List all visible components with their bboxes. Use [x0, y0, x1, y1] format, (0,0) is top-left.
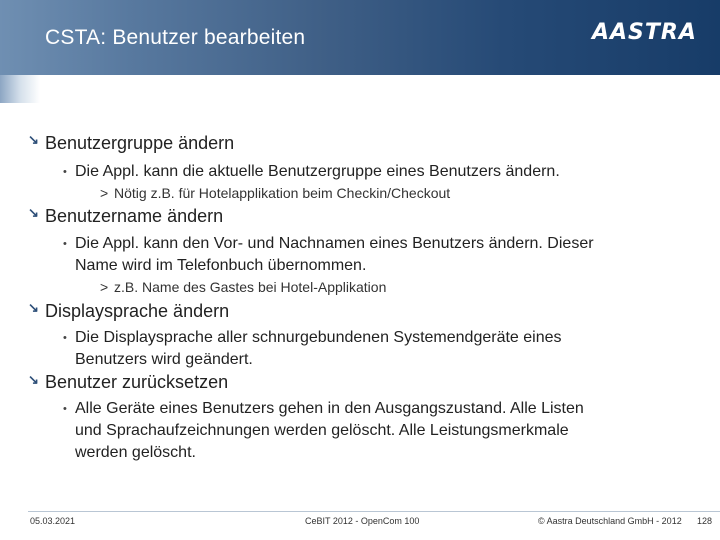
arrow-bullet-icon: ↘	[28, 372, 39, 387]
section-heading: Benutzer zurücksetzen	[45, 372, 229, 392]
arrow-bullet-icon: ↘	[28, 205, 39, 220]
aastra-logo: AASTRA	[592, 20, 697, 45]
dot-bullet-icon: •	[63, 403, 67, 415]
section-heading: Benutzergruppe ändern	[45, 133, 235, 153]
gt-bullet-icon: >	[100, 279, 109, 295]
section-heading: Benutzername ändern	[45, 206, 224, 226]
slide-title: CSTA: Benutzer bearbeiten	[45, 26, 306, 49]
dot-bullet-icon: •	[63, 332, 67, 344]
section-point: • Die Appl. kann den Vor- und Nachnamen eines Benutzers ändern. Dieser Name wird im Telefonbuch übernommen.	[63, 235, 594, 274]
footer-event: CeBIT 2012 - OpenCom 100	[305, 516, 420, 526]
dot-bullet-icon: •	[63, 166, 67, 178]
dot-bullet-icon: •	[63, 238, 67, 250]
section-heading: Displaysprache ändern	[45, 301, 230, 321]
section-point: • Die Appl. kann die aktuelle Benutzergruppe eines Benutzers ändern.	[75, 161, 675, 183]
page-number: 128	[697, 516, 713, 526]
footer-date: 05.03.2021	[30, 516, 76, 526]
slide-content: ↘ Benutzergruppe ändern • Die Appl. kann die aktuelle Benutzergruppe eines Benutzers ändern. > Nötig z.B. für Hotelapplikation beim Checkin/Checkout ↘ Benutzername ändern • Die Appl. kann den Vor- und Nachnamen eines Benutzers ändern. Dieser Name wird im Telefonbuch übernommen. > z.B. Name des Gastes bei Hotel-Applikation ↘ Displaysprache ändern • Die Displaysprache aller schnurgebundenen Systemendgeräte eines Benutzers wird geändert. ↘ Benutzer zurücksetzen • Alle Geräte eines Benutzers gehen in den Ausgangszustand. Alle Listen und Sprachaufzeichnungen werden gelöscht. Alle Leistungsmerkmale werden gelöscht.	[0, 0, 720, 540]
footer-copyright: © Aastra Deutschland GmbH - 2012	[538, 516, 682, 526]
section-point: • Die Displaysprache aller schnurgebundenen Systemendgeräte eines Benutzers wird geändert.	[63, 329, 562, 368]
arrow-bullet-icon: ↘	[28, 300, 39, 315]
section-point: • Alle Geräte eines Benutzers gehen in den Ausgangszustand. Alle Listen und Sprachaufzeichnungen werden gelöscht. Alle Leistungsmerkmale werden gelöscht.	[63, 400, 584, 461]
arrow-bullet-icon: ↘	[28, 132, 39, 147]
gt-bullet-icon: >	[100, 185, 109, 201]
footer-divider	[28, 511, 720, 512]
